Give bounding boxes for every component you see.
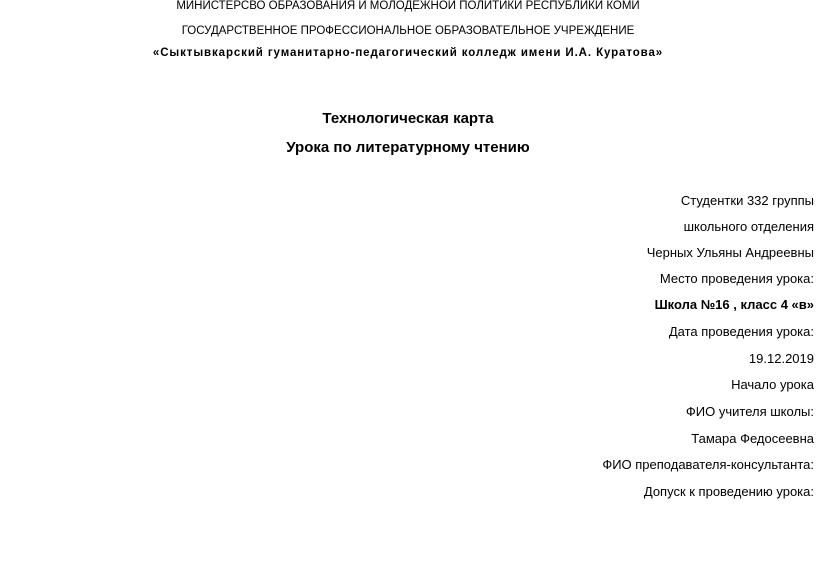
student-name: Черных Ульяны Андреевны (646, 245, 814, 260)
admission-label: Допуск к проведению урока: (643, 484, 814, 499)
venue-label: Место проведения урока: (659, 271, 814, 286)
department: школьного отделения (683, 219, 814, 234)
document-title: Технологическая карта (322, 110, 494, 127)
venue-value: Школа №16 , класс 4 «в» (654, 297, 814, 312)
institution-type-header: ГОСУДАРСТВЕННОЕ ПРОФЕССИОНАЛЬНОЕ ОБРАЗОВАТЕЛЬНОЕ УЧРЕЖДЕНИЕ (181, 25, 635, 37)
student-group: Студентки 332 группы (680, 193, 814, 208)
lesson-start-label: Начало урока (731, 377, 814, 392)
date-label: Дата проведения урока: (668, 324, 814, 339)
teacher-label: ФИО учителя школы: (685, 404, 814, 419)
teacher-name: Тамара Федосеевна (691, 431, 814, 446)
document-subtitle: Урока по литературному чтению (286, 139, 530, 156)
college-name-header: «Сыктывкарский гуманитарно-педагогический колледж имени И.А. Куратова» (152, 47, 664, 59)
date-value: 19.12.2019 (748, 351, 814, 366)
ministry-header: МИНИСТЕРСВО ОБРАЗОВАНИЯ И МОЛОДЁЖНОЙ ПОЛИТИКИ РЕСПУБЛИКИ КОМИ (176, 0, 640, 12)
consultant-label: ФИО преподавателя-консультанта: (602, 457, 814, 472)
